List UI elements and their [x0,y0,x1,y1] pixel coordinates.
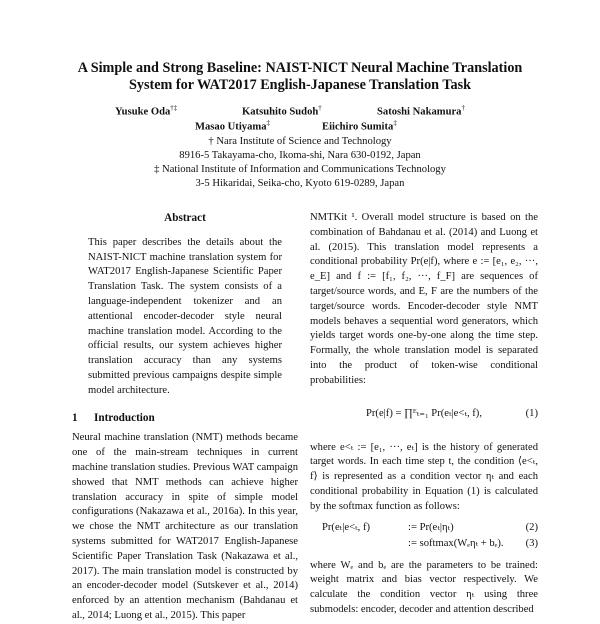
equation-1-number: (1) [525,407,538,419]
left-column [72,211,298,624]
equation-2-number: (2) [525,521,538,533]
author-list [0,104,600,134]
affiliation-line: ‡ National Institute of Information and Communications Technology [154,164,446,175]
equation-3-rhs: := softmax(Wₑηₜ + bₑ). [408,537,504,549]
equation-1 [310,397,538,433]
affiliation-line: 3-5 Hikaridai, Seika-cho, Kyoto 619-0289, Japan [195,178,405,189]
model-paragraph: NMTKit ¹. Overall model structure is based on the combination of Bahdanau et al. (2014) and Luong et al. (2015). This translation model represents a conditional probability Pr(e|f), where e := [e₁, e₂, ···, e_E] and f := [f₁, f₂, ···, f_F] are sequences of target/source words, and E, F are the numbers of the target/source words. Encoder-decoder style NMT models behaves a sequential word generators, which yields target words one-by-one along the time step. Formally, the whole translation model is separated into the product of token-wise conditional probabilities: [310,212,538,386]
author: Katsuhito Sudoh† [242,104,322,118]
introduction-body: Neural machine translation (NMT) methods became one of the main-stream techniques in current machine translation studies. Previous WAT campaign showed that NMT methods can achieve higher translation accuracy in spite of simple model configurations (Nakazawa et al., 2016a). In this year, we chose the NMT architecture as our translation systems submitted for WAT2017 English-Japanese Scientific Paper Translation Task (Nakazawa et al., 2017). The main translation model is constructed by an encoder-decoder model (Sutskever et al., 2014) enforced by an attention mechanism (Bahdanau et al., 2014; Luong et al., 2015). This paper [72,432,298,621]
equation-2-rhs: := Pr(eₜ|ηₜ) [408,521,454,533]
condition-paragraph: where e<ₜ := [e₁, ···, eₜ] is the history of generated target words. In each time step t, the condition ⟨e<ₜ, f⟩ is represented as a condition vector ηₜ and each conditional probability in Equation (1) is calculated by the softmax function as follows: [310,441,538,512]
author: Eiichiro Sumita‡ [322,119,397,133]
section-number: 1 [72,411,78,424]
author: Yusuke Oda†‡ [115,104,178,118]
affiliations [0,135,600,191]
section-title: Introduction [94,411,155,424]
author: Masao Utiyama‡ [195,119,270,133]
abstract-heading: Abstract [164,212,206,224]
parameters-paragraph: where Wₑ and bₑ are the parameters to be trained: weight matrix and bias vector respectively. We calculate the condition vector ηₜ using three submodels: encoder, decoder and attention described [310,559,538,615]
title-line-1: A Simple and Strong Baseline: NAIST-NICT Neural Machine Translation [77,60,523,76]
paper-title [40,60,560,94]
right-column [310,211,538,618]
equation-2-lhs: Pr(eₜ|e<ₜ, f) [322,521,371,533]
equation-3-number: (3) [525,537,538,549]
section-heading [72,411,298,426]
title-line-2: System for WAT2017 English-Japanese Translation Task [128,77,472,93]
abstract-body: This paper describes the details about the NAIST-NICT machine translation system for WAT2017 English-Japanese Scientific Paper Translation Task. The system consists of a language-independent tokenizer and an attentional encoder-decoder style neural machine translation model. According to the official results, our system achieves higher translation accuracy than any systems submitted previous campaigns despite simple model architecture. [88,236,282,396]
author: Satoshi Nakamura† [377,104,465,118]
equation-1-body: Pr(e|f) = ∏ᴱₜ₌₁ Pr(eₜ|e<ₜ, f), [366,407,482,419]
affiliation-line: † Nara Institute of Science and Technology [208,136,392,147]
affiliation-line: 8916-5 Takayama-cho, Ikoma-shi, Nara 630-0192, Japan [179,150,421,161]
equation-2-3 [310,521,538,553]
